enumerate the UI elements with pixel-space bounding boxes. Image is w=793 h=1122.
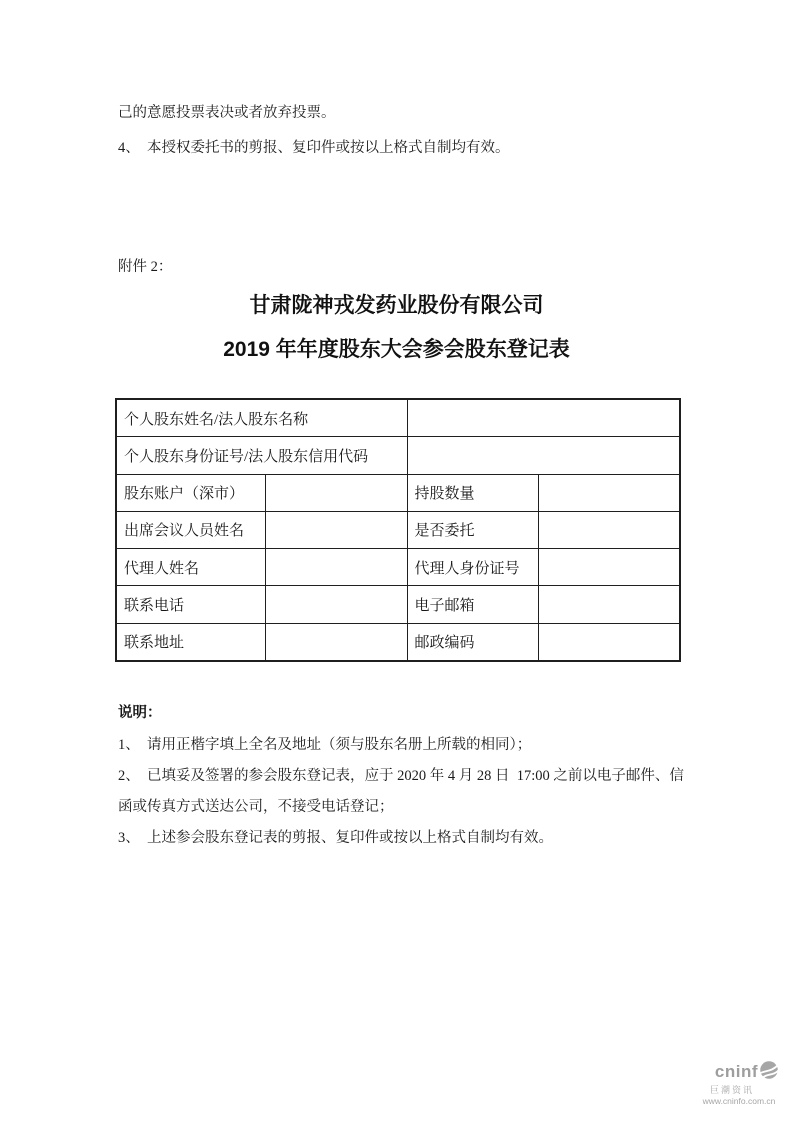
field-value-id-number [407,437,680,474]
field-value-email [538,586,680,623]
field-label-email: 电子邮箱 [407,586,538,623]
cninfo-swirl-icon [759,1060,779,1085]
note-line-2: 2、 已填妥及签署的参会股东登记表，应于 2020 年 4 月 28 日 17:00 之前以电子邮件、信 [118,768,684,784]
cninfo-chinese-name: 巨潮资讯 [709,1084,754,1095]
field-value-address [265,623,407,661]
paragraph-continuation: 己的意愿投票表决或者放弃投票。 [118,105,336,121]
field-value-attendee-name [265,511,407,548]
notes-heading: 说明： [118,705,162,721]
field-value-proxy-id [538,549,680,586]
field-value-shares-held [538,474,680,511]
table-row [116,586,680,623]
field-label-attendee-name: 出席会议人员姓名 [116,511,265,548]
cninfo-brand-text: cninf [714,1062,758,1082]
list-item-4: 4、 本授权委托书的剪报、复印件或按以上格式自制均有效。 [118,140,510,156]
note-line-4: 3、 上述参会股东登记表的剪报、复印件或按以上格式自制均有效。 [118,830,553,846]
field-label-is-proxy: 是否委托 [407,511,538,548]
attachment-label: 附件 2： [118,259,173,275]
cninfo-watermark-logo [699,1060,779,1106]
note-line-1: 1、 请用正楷字填上全名及地址（须与股东名册上所载的相同）； [118,737,532,753]
table-row [116,511,680,548]
table-row [116,549,680,586]
field-label-postcode: 邮政编码 [407,623,538,661]
table-row [116,399,680,437]
field-label-id-number: 个人股东身份证号/法人股东信用代码 [116,437,407,474]
table-row [116,474,680,511]
field-label-address: 联系地址 [116,623,265,661]
company-name-title: 甘肃陇神戎发药业股份有限公司 [249,294,544,317]
note-line-3: 函或传真方式送达公司，不接受电话登记； [118,799,394,815]
field-value-phone [265,586,407,623]
field-value-postcode [538,623,680,661]
field-value-shareholder-name [407,399,680,437]
table-row [116,623,680,661]
table-row [116,437,680,474]
field-label-shareholder-name: 个人股东姓名/法人股东名称 [116,399,407,437]
field-label-proxy-name: 代理人姓名 [116,549,265,586]
field-value-account [265,474,407,511]
field-label-proxy-id: 代理人身份证号 [407,549,538,586]
field-label-account: 股东账户（深市） [116,474,265,511]
form-title: 2019 年年度股东大会参会股东登记表 [223,338,570,361]
shareholder-registration-table [115,398,681,662]
cninfo-url: www.cninfo.com.cn [702,1096,776,1107]
field-label-phone: 联系电话 [116,586,265,623]
field-value-is-proxy [538,511,680,548]
field-value-proxy-name [265,549,407,586]
field-label-shares-held: 持股数量 [407,474,538,511]
